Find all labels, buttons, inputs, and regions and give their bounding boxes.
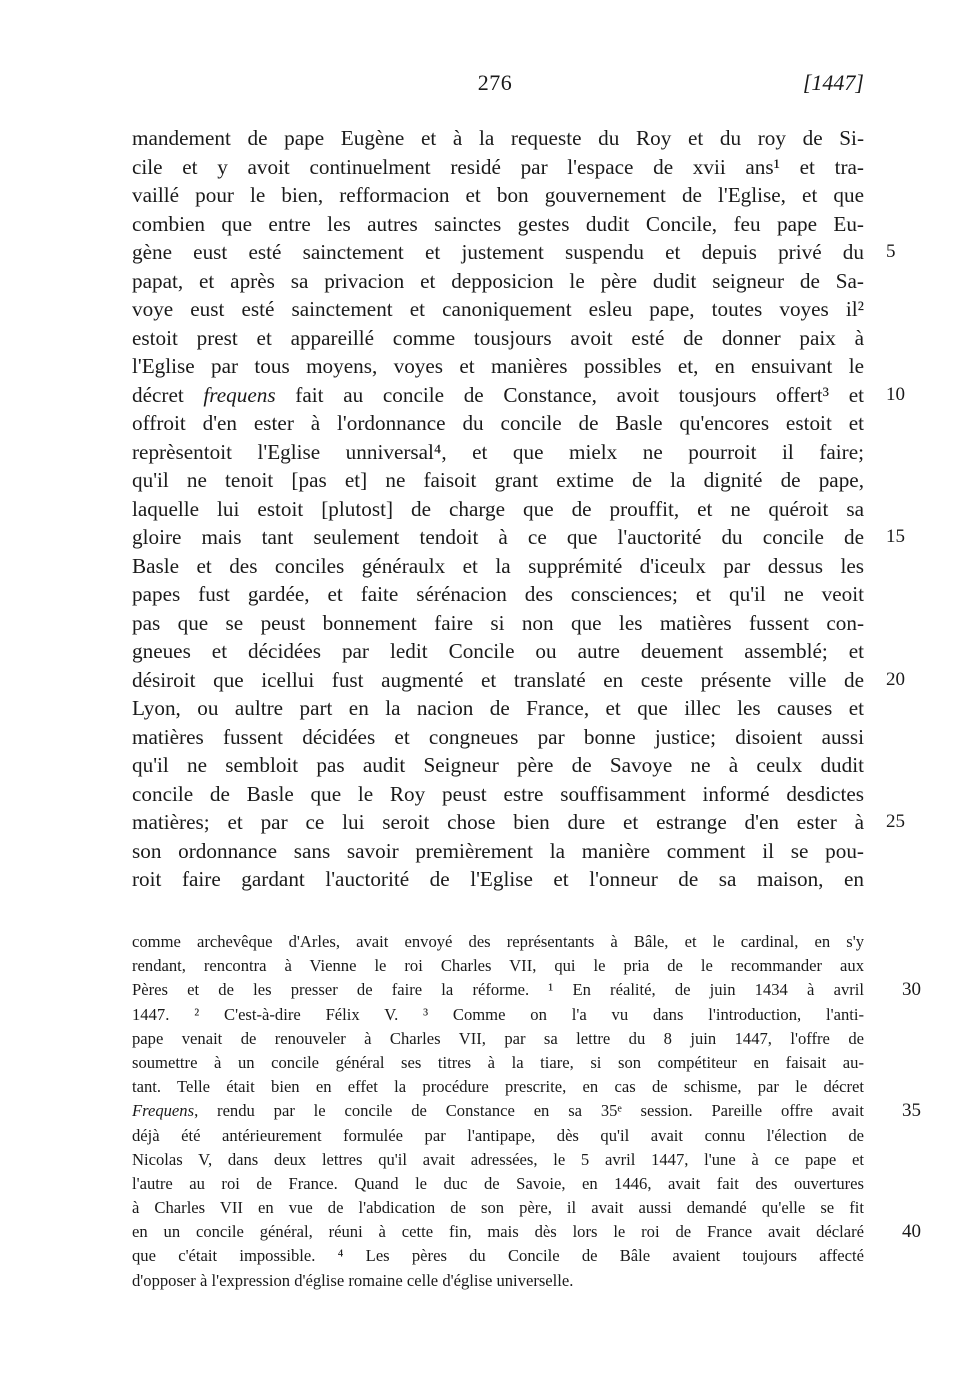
footnote-line	[132, 978, 921, 1002]
footnote-line	[132, 954, 864, 978]
footnote-line	[132, 1075, 864, 1099]
text-line-content: offroit d'en ester à l'ordonnance du concile de Basle qu'encores estoit et	[132, 411, 864, 435]
margin-line-number: 5	[886, 241, 896, 262]
text-line-content: laquelle lui estoit [plutost] de charge que de prouffit, et ne quéroit sa	[132, 496, 864, 521]
margin-line-number: 15	[886, 526, 905, 547]
footnote-line-content: Frequens, rendu par le concile de Constance en sa 35ᵉ session. Pareille offre avait	[132, 1101, 864, 1121]
footnote-line-content: d'opposer à l'expression d'église romaine celle d'église universelle.	[132, 1270, 574, 1290]
text-line-content: qu'il ne tenoit [pas et] ne faisoit grant extime de la dignité de pape,	[132, 468, 864, 492]
text-line	[132, 495, 864, 524]
footnote-line-content: en un concile général, réuni à cette fin, mais dès lors le roi de France avait déclaré	[132, 1222, 864, 1242]
text-line	[132, 409, 864, 438]
footnote-line	[132, 930, 864, 954]
text-line-content: concile de Basle que le Roy peust estre souffisamment informé desdictes	[132, 781, 864, 806]
text-line	[132, 837, 864, 866]
main-text	[132, 124, 905, 894]
text-line-content: gloire mais tant seulement tendoit à ce que l'auctorité du concile de	[132, 525, 864, 549]
text-line	[132, 466, 864, 495]
text-line-content: gneues et décidées par ledit Concile ou autre deuement assemblé; et	[132, 639, 864, 663]
footnote-line-content: l'autre au roi de France. Quand le duc de Savoie, en 1446, avait fait des ouvertures	[132, 1173, 864, 1193]
text-line	[132, 552, 864, 581]
text-line-content: pas que se peust bonnement faire si non que les matières fussent con-	[132, 610, 864, 635]
text-line-content: matières fussent décidées et congneues par bonne justice; disoient aussi	[132, 724, 864, 749]
text-line	[132, 324, 864, 353]
margin-line-number: 10	[886, 383, 905, 405]
text-line	[132, 580, 864, 609]
footnote-line-content: tant. Telle était bien en effet la procédure prescrite, en cas de schisme, par le décret	[132, 1077, 864, 1097]
text-line	[132, 723, 864, 752]
text-line-content: vaillé pour le bien, refformacion et bon gouvernement de l'Eglise, et que	[132, 183, 864, 207]
text-line-content: décret frequens fait au concile de Constance, avoit tousjours offert³ et	[132, 382, 864, 407]
text-line	[132, 694, 864, 723]
footnote-line	[132, 1051, 864, 1075]
text-line	[132, 124, 864, 153]
text-line-content: qu'il ne sembloit pas audit Seigneur père de Savoye ne à ceulx dudit	[132, 753, 864, 777]
footnote-line-content: Nicolas V, dans deux lettres qu'il avait adressées, le 5 avril 1447, l'une à ce pape et	[132, 1149, 864, 1169]
text-line-content: papat, et après sa privacion et depposicion le père dudit seigneur de Sa-	[132, 268, 864, 293]
page-header	[0, 70, 960, 106]
footnote-line	[132, 1099, 921, 1123]
footnote-line	[132, 1244, 864, 1268]
text-line	[132, 438, 864, 467]
footnote-line-content: soumettre à un concile général ses titres à la tiare, si son compétiteur en faisait au-	[132, 1052, 864, 1072]
footnote-line-content: déjà été antérieurement formulée par l'antipape, dès qu'il avait connu l'élection de	[132, 1125, 864, 1145]
footnote-line	[132, 1172, 864, 1196]
text-line-content: Basle et des conciles généraulx et la supprémité d'iceulx par dessus les	[132, 553, 864, 578]
text-line	[132, 238, 896, 267]
margin-line-number: 25	[886, 811, 905, 832]
running-head-year: [1447]	[802, 70, 864, 95]
margin-line-number: 40	[902, 1221, 921, 1243]
text-line-content: gène eust esté sainctement et justement suspendu et depuis privé du	[132, 240, 864, 264]
text-line-content: estoit prest et appareillé comme tousjours avoit esté de donner paix à	[132, 325, 864, 350]
text-line	[132, 780, 864, 809]
text-line-content: son ordonnance sans savoir premièrement la manière comment il se pou-	[132, 838, 864, 863]
footnotes	[132, 930, 921, 1293]
text-line-content: matières; et par ce lui seroit chose bien dure et estrange d'en ester à	[132, 810, 864, 834]
footnote-line	[132, 1003, 864, 1027]
footnote-line-content: pape venait de renouveler à Charles VII, par sa lettre du 8 juin 1447, l'offre de	[132, 1028, 864, 1048]
text-line	[132, 181, 864, 210]
text-line-content: reprèsentoit l'Eglise unniversal⁴, et que mielx ne pourroit il faire;	[132, 439, 864, 464]
footnote-line	[132, 1220, 921, 1244]
footnote-line	[132, 1269, 864, 1293]
text-line	[132, 523, 905, 552]
text-line	[132, 865, 864, 894]
text-line	[132, 153, 864, 182]
footnote-line-content: 1447. ² C'est-à-dire Félix V. ³ Comme on l'a vu dans l'introduction, l'anti-	[132, 1004, 864, 1024]
text-line-content: papes fust gardée, et faite sérénacion des consciences; et qu'il ne veoit	[132, 582, 864, 606]
text-line-content: voye eust esté sainctement et canoniquement esleu pape, toutes voyes il²	[132, 297, 864, 321]
margin-line-number: 20	[886, 668, 905, 690]
text-line	[132, 751, 864, 780]
footnote-line	[132, 1148, 864, 1172]
text-line-content: cile et y avoit continuelment residé par l'espace de xvii ans¹ et tra-	[132, 154, 864, 179]
footnote-line-content: que c'était impossible. ⁴ Les pères du Concile de Bâle avaient toujours affecté	[132, 1246, 864, 1266]
text-line-content: Lyon, ou aultre part en la nacion de France, et que illec les causes et	[132, 696, 864, 720]
footnote-line	[132, 1027, 864, 1051]
margin-line-number: 30	[902, 979, 921, 1001]
text-line-content: désiroit que icellui fust augmenté et translaté en ceste présente ville de	[132, 667, 864, 692]
text-line	[132, 295, 864, 324]
footnote-line-content: rendant, rencontra à Vienne le roi Charles VII, qui le pria de le recommander aux	[132, 956, 864, 976]
text-line-content: l'Eglise par tous moyens, voyes et manières possibles et, en ensuivant le	[132, 354, 864, 378]
text-line	[132, 666, 905, 695]
margin-line-number: 35	[902, 1100, 921, 1122]
footnote-line-content: comme archevêque d'Arles, avait envoyé des représentants à Bâle, et le cardinal, en s'y	[132, 932, 864, 951]
text-line	[132, 808, 905, 837]
text-line	[132, 381, 905, 410]
text-line-content: mandement de pape Eugène et à la requeste du Roy et du roy de Si-	[132, 126, 864, 150]
text-line-content: roit faire gardant l'auctorité de l'Eglise et l'onneur de sa maison, en	[132, 867, 864, 891]
text-line	[132, 637, 864, 666]
text-line	[132, 609, 864, 638]
text-line	[132, 267, 864, 296]
footnote-line-content: Pères et de les presser de faire la réforme. ¹ En réalité, de juin 1434 à avril	[132, 980, 864, 1000]
text-line	[132, 352, 864, 381]
page-number: 276	[477, 70, 513, 95]
footnote-line	[132, 1196, 864, 1220]
text-line-content: combien que entre les autres sainctes gestes dudit Concile, feu pape Eu-	[132, 211, 864, 236]
footnote-line	[132, 1124, 864, 1148]
text-line	[132, 210, 864, 239]
footnote-line-content: à Charles VII en vue de l'abdication de son père, il avait aussi demandé qu'elle se fit	[132, 1198, 864, 1218]
